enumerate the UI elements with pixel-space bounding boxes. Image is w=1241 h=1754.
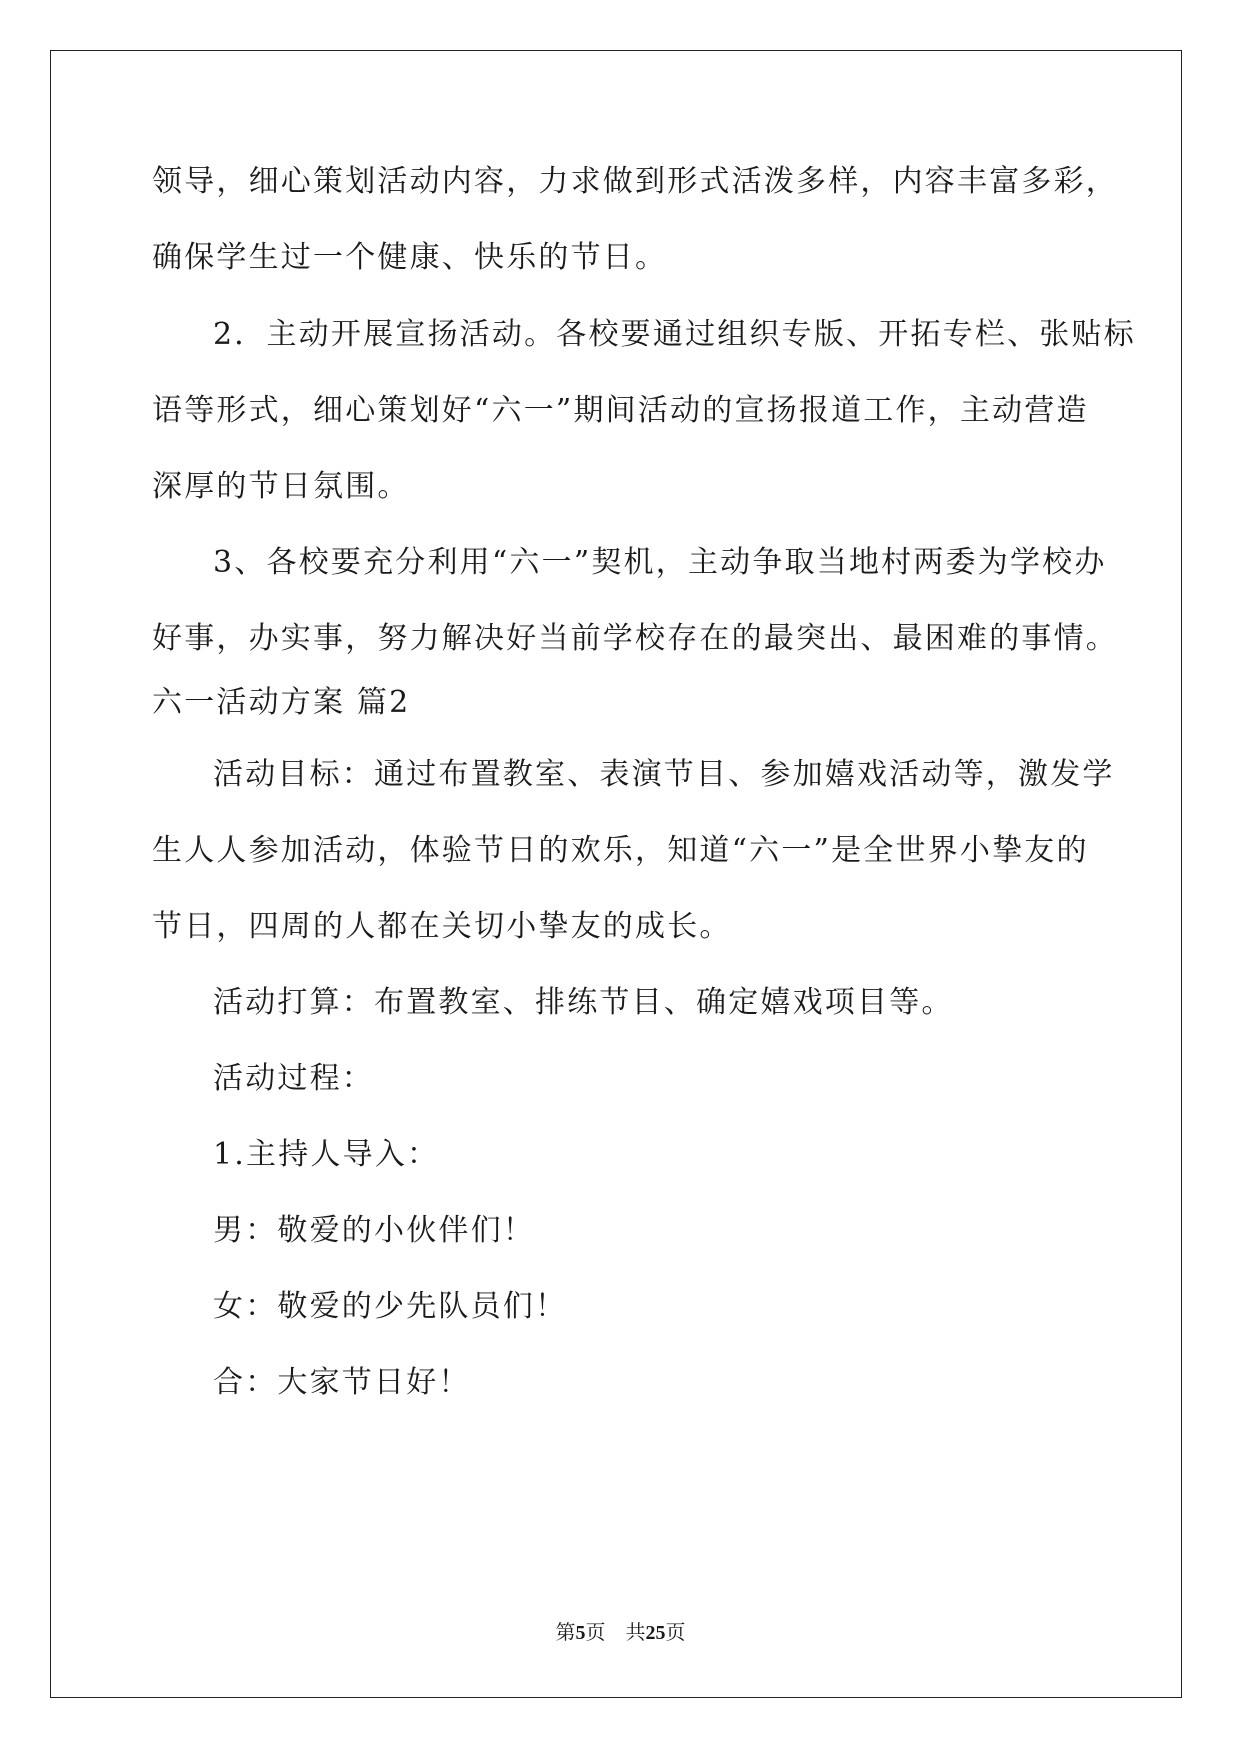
footer-middle: 页 共 [585, 1622, 646, 1644]
footer-suffix: 页 [665, 1622, 686, 1644]
page-footer [0, 1616, 1241, 1645]
total-page-count: 25 [645, 1622, 666, 1644]
text-line: 节日，四周的人都在关切小挚友的成长。 [152, 909, 732, 944]
text-line: 男：敬爱的小伙伴们！ [213, 1213, 535, 1248]
text-line: 活动目标：通过布置教室、表演节目、参加嬉戏活动等，激发学 [213, 757, 1115, 792]
text-line: 合：大家节日好！ [213, 1365, 471, 1400]
text-line: 3、各校要充分利用“六一”契机，主动争取当地村两委为学校办 [213, 545, 1107, 580]
current-page-number: 5 [575, 1622, 586, 1644]
section-heading: 六一活动方案 篇2 [152, 685, 411, 720]
text-line: 深厚的节日氛围。 [152, 469, 410, 504]
text-line: 领导，细心策划活动内容，力求做到形式活泼多样，内容丰富多彩， [152, 164, 1118, 199]
text-line: 语等形式，细心策划好“六一”期间活动的宣扬报道工作，主动营造 [152, 393, 1089, 428]
text-line: 女：敬爱的少先队员们！ [213, 1289, 568, 1324]
text-line: 活动过程： [213, 1061, 374, 1096]
document-body [152, 162, 1136, 1403]
text-line: 好事，办实事，努力解决好当前学校存在的最突出、最困难的事情。 [152, 621, 1118, 656]
text-line: 1.主持人导入： [213, 1137, 440, 1172]
text-line: 确保学生过一个健康、快乐的节日。 [152, 240, 668, 275]
text-line: 2．主动开展宣扬活动。各校要通过组织专版、开拓专栏、张贴标 [213, 317, 1136, 352]
footer-prefix: 第 [555, 1622, 576, 1644]
text-line: 生人人参加活动，体验节日的欢乐，知道“六一”是全世界小挚友的 [152, 833, 1089, 868]
text-line: 活动打算：布置教室、排练节目、确定嬉戏项目等。 [213, 985, 954, 1020]
